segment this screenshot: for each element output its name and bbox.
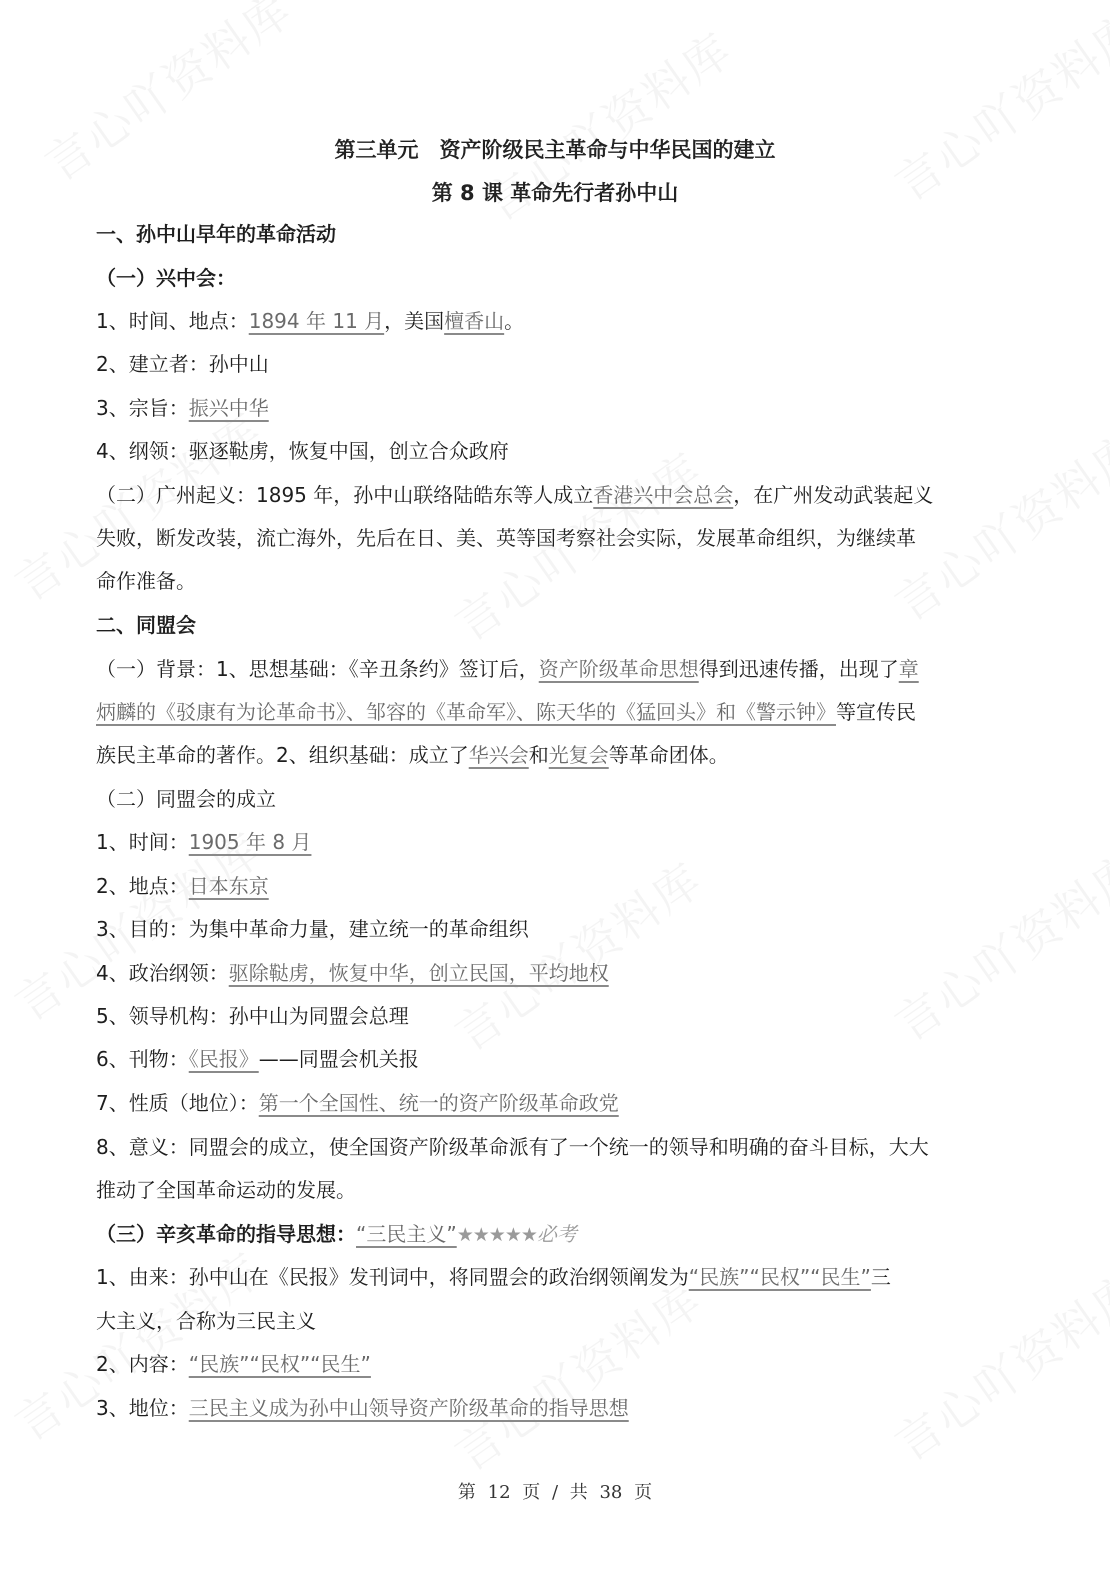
text: 等宣传民 [836, 700, 916, 724]
item-label: 4、纲领： [96, 439, 189, 463]
list-item [96, 309, 524, 333]
answer-underlined: 檀香山 [444, 309, 505, 333]
text: 1、由来：孙中山在《民报》发刊词中，将同盟会的政治纲领阐发为 [96, 1265, 689, 1289]
text: ，在广州发动武装起义 [733, 483, 934, 507]
subheading-xingzhonghui: （一）兴中会： [96, 266, 236, 290]
item-label: 3、地位： [96, 1396, 189, 1420]
answer-underlined: 资产阶级革命思想 [538, 657, 699, 681]
text: 族民主革命的著作。2、组织基础：成立了 [96, 743, 469, 767]
list-item [96, 961, 609, 985]
item-text: 孙中山 [208, 352, 269, 376]
item-label: 1、时间： [96, 830, 189, 854]
answer-underlined: “三民主义” [356, 1222, 457, 1246]
text: （二）广州起义：1895 年，孙中山联络陆皓东等人成立 [96, 483, 594, 507]
item-label: 3、宗旨： [96, 396, 189, 420]
answer-underlined: 日本东京 [188, 874, 269, 898]
item-label: 3、目的： [96, 917, 189, 941]
section-heading-tongmenghui: 二、同盟会 [96, 613, 196, 637]
item-text: ——同盟会机关报 [258, 1047, 419, 1071]
list-item [96, 352, 269, 376]
list-item [96, 396, 269, 420]
paragraph-line: 命作准备。 [96, 569, 196, 593]
item-label: 7、性质（地位）： [96, 1091, 259, 1115]
list-item [96, 1352, 371, 1376]
answer-underlined: 驱除鞑虏，恢复中华，创立民国，平均地权 [228, 961, 609, 985]
subheading-establishment: （二）同盟会的成立 [96, 787, 276, 811]
text: 得到迅速传播，出现了 [698, 657, 899, 681]
paragraph-line [96, 700, 916, 724]
answer-underlined: 三民主义成为孙中山领导资产阶级革命的指导思想 [188, 1396, 629, 1420]
list-item [96, 874, 269, 898]
paragraph-line [96, 1265, 891, 1289]
answer-underlined: 1894 年 11 月 [248, 309, 385, 333]
paragraph-line: 8、意义：同盟会的成立，使全国资产阶级革命派有了一个统一的领导和明确的奋斗目标，大大 [96, 1135, 929, 1159]
answer-underlined: 章 [898, 657, 919, 681]
list-item [96, 1396, 629, 1420]
answer-underlined: 香港兴中会总会 [593, 483, 734, 507]
text: 三 [870, 1265, 891, 1289]
page-number: 第 12 页 / 共 38 页 [457, 1482, 653, 1503]
item-label: 5、领导机构： [96, 1004, 229, 1028]
item-text: 。 [504, 309, 525, 333]
star-rating-icon: ★★★★★ [456, 1224, 537, 1246]
list-item [96, 917, 529, 941]
subheading-guiding-ideology [96, 1222, 577, 1247]
text: （一）背景：1、思想基础：《辛丑条约》签订后， [96, 657, 539, 681]
answer-underlined: 华兴会 [468, 743, 529, 767]
answer-underlined: 1905 年 8 月 [188, 830, 312, 854]
list-item [96, 1047, 419, 1071]
answer-underlined: 振兴中华 [188, 396, 269, 420]
item-label: 1、时间、地点： [96, 309, 249, 333]
item-label: 2、地点： [96, 874, 189, 898]
answer-underlined: 《民报》 [188, 1047, 259, 1071]
unit-title: 第三单元 资产阶级民主革命与中华民国的建立 [334, 138, 776, 162]
text: 和 [528, 743, 549, 767]
item-text: 为集中革命力量，建立统一的革命组织 [188, 917, 529, 941]
paragraph-line [96, 657, 919, 681]
paragraph-line [96, 743, 729, 767]
paragraph-line: 失败，断发改装，流亡海外，先后在日、美、英等国考察社会实际，发展革命组织，为继续革 [96, 526, 916, 550]
list-item [96, 830, 311, 854]
item-text: 驱逐鞑虏，恢复中国，创立合众政府 [188, 439, 509, 463]
item-label: 6、刊物： [96, 1047, 189, 1071]
section-heading-early-activities: 一、孙中山早年的革命活动 [96, 222, 336, 246]
must-test-badge: 必考 [536, 1222, 577, 1246]
answer-underlined: “民族”“民权”“民生” [688, 1265, 871, 1289]
answer-underlined: 炳麟的《驳康有为论革命书》、邹容的《革命军》、陈天华的《猛回头》和《警示钟》 [96, 700, 836, 724]
list-item [96, 439, 509, 463]
lesson-title: 第 8 课 革命先行者孙中山 [431, 181, 679, 205]
item-label: 2、建立者： [96, 352, 209, 376]
answer-underlined: “民族”“民权”“民生” [188, 1352, 371, 1376]
list-item [96, 1004, 409, 1028]
answer-underlined: 光复会 [548, 743, 609, 767]
paragraph-line: 大主义，合称为三民主义 [96, 1309, 316, 1333]
item-label: 4、政治纲领： [96, 961, 229, 985]
paragraph-line: 推动了全国革命运动的发展。 [96, 1178, 356, 1202]
list-item [96, 1091, 619, 1115]
item-text: ，美国 [384, 309, 445, 333]
item-label: 2、内容： [96, 1352, 189, 1376]
answer-underlined: 第一个全国性、统一的资产阶级革命政党 [258, 1091, 619, 1115]
paragraph-line [96, 483, 933, 507]
text: 等革命团体。 [608, 743, 729, 767]
item-text: 孙中山为同盟会总理 [228, 1004, 409, 1028]
subheading-text: （三）辛亥革命的指导思想： [96, 1222, 356, 1246]
